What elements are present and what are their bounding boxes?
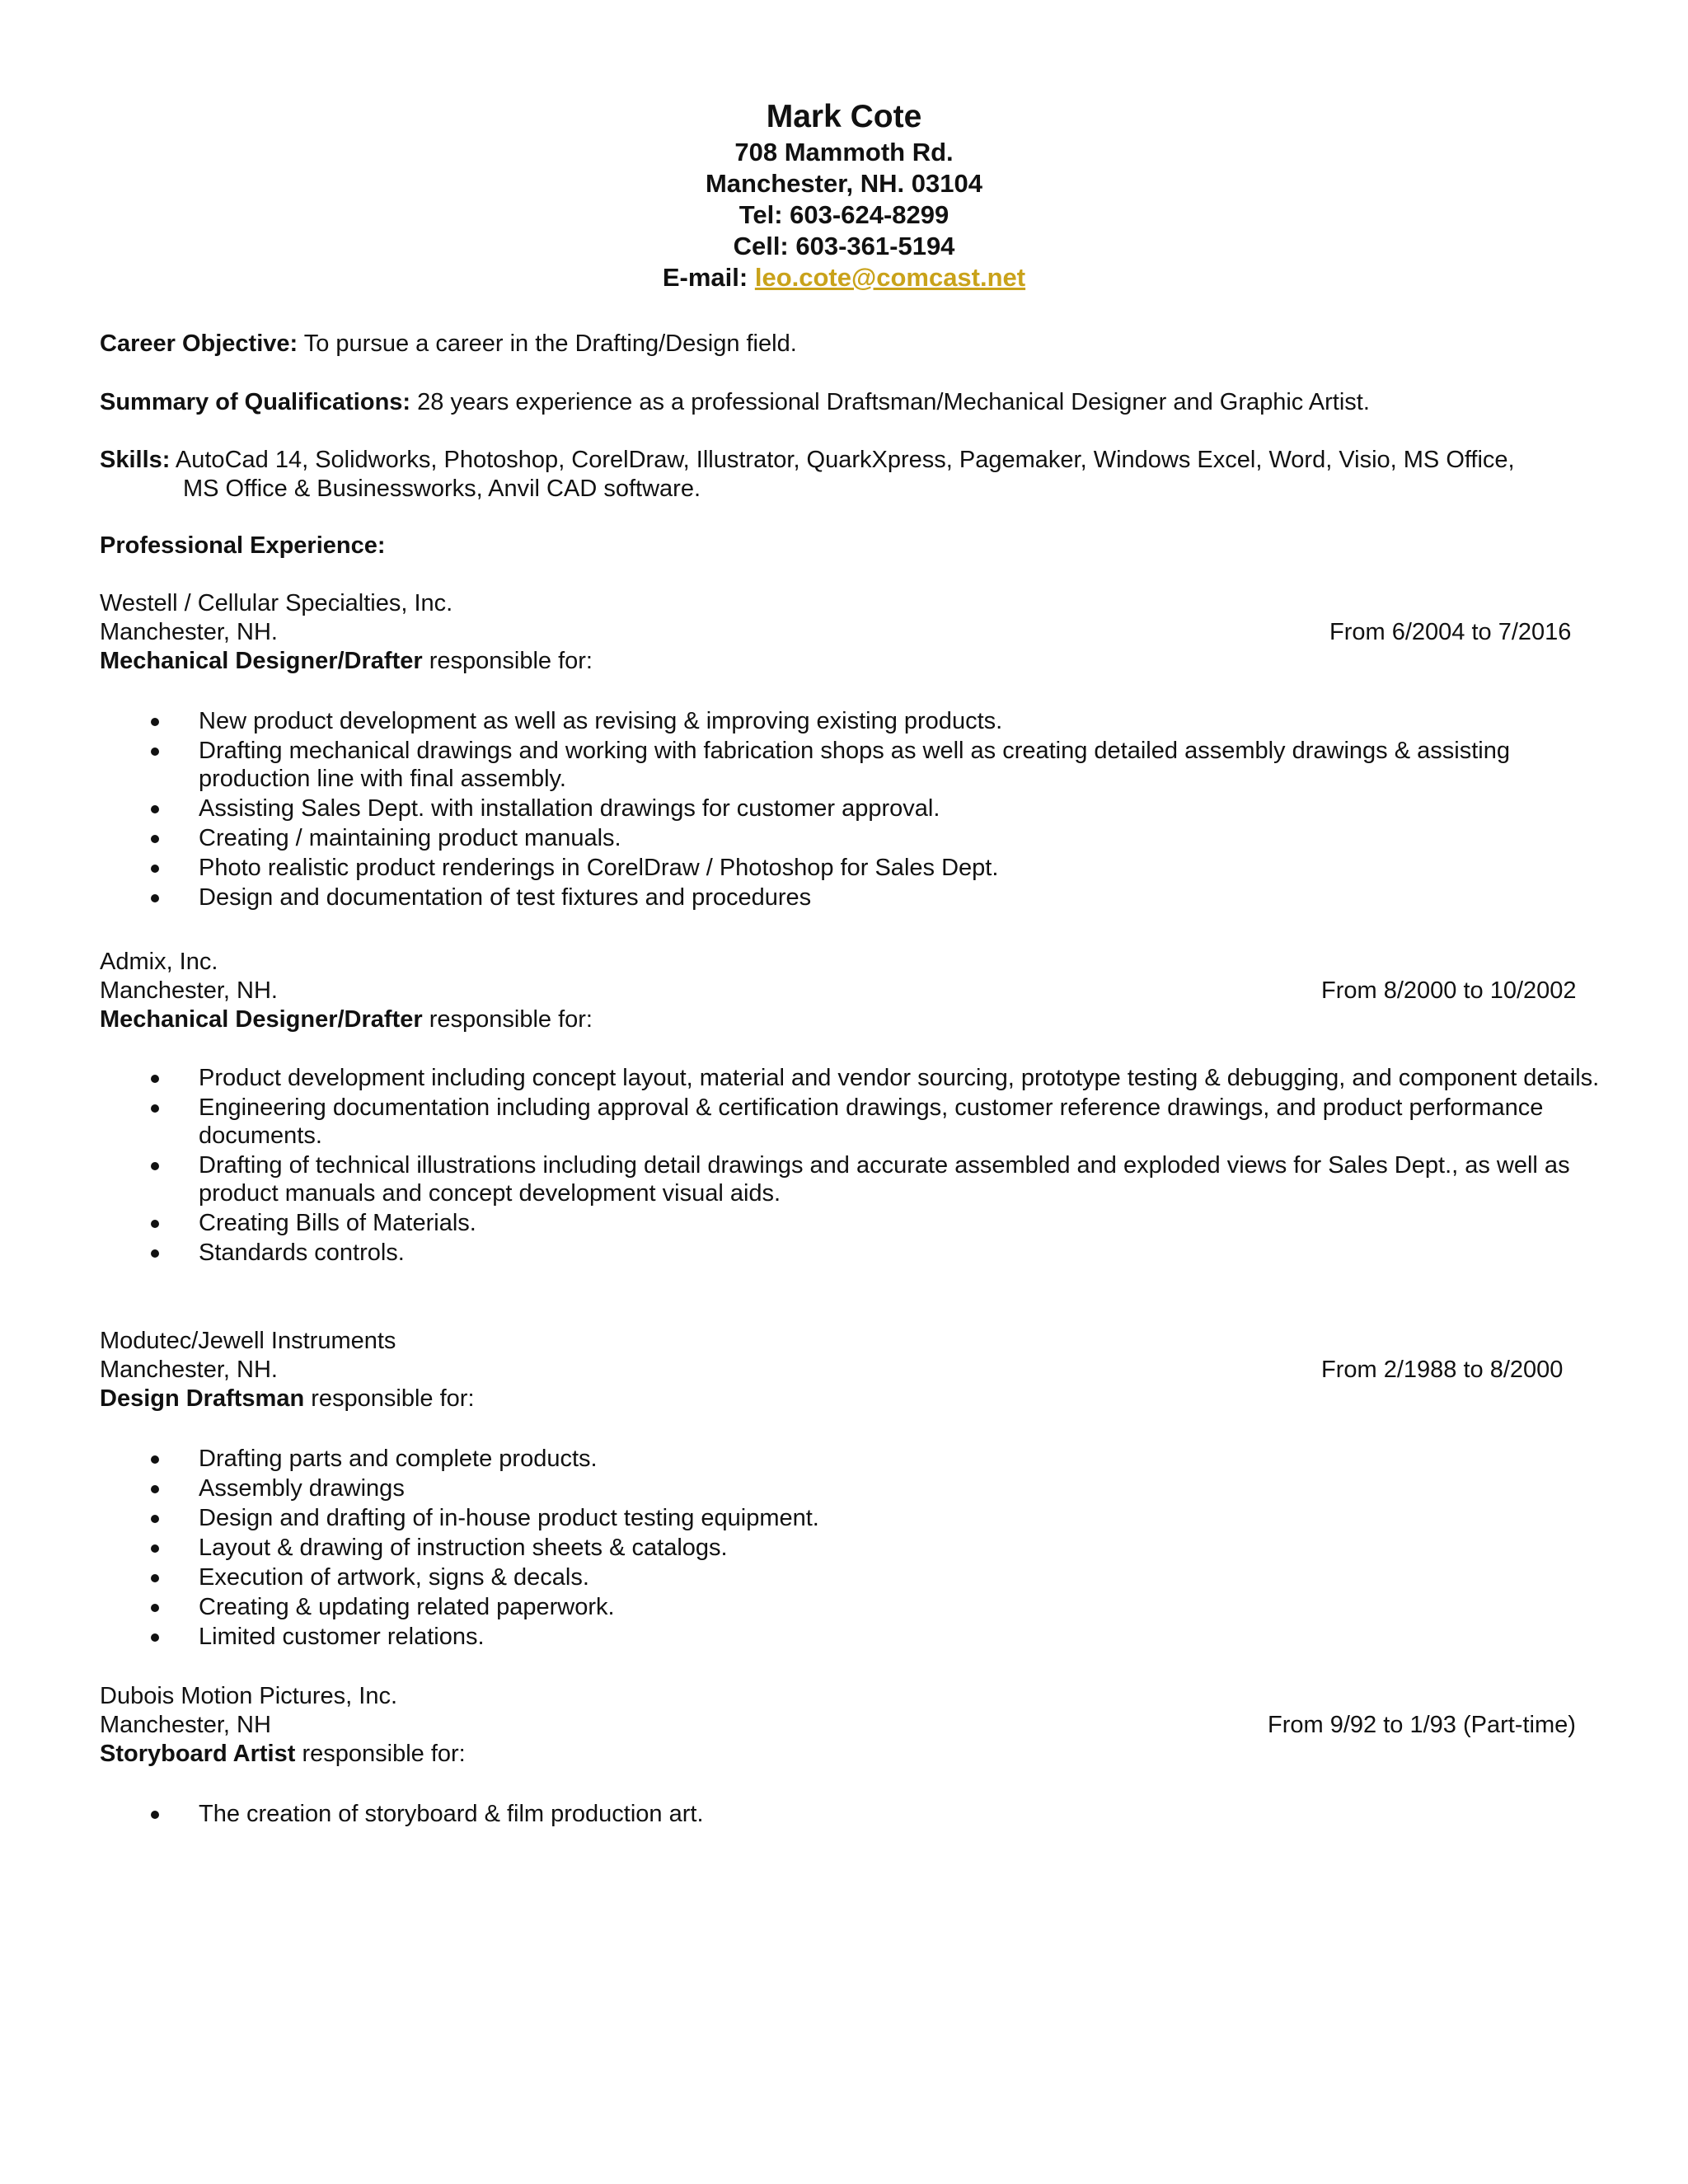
job-dates: From 2/1988 to 8/2000 (1321, 1357, 1564, 1383)
skills-line-2: MS Office & Businessworks, Anvil CAD software. (183, 476, 701, 502)
career-objective (100, 330, 1608, 359)
bullet-icon (151, 835, 159, 843)
skills-section (100, 446, 1608, 504)
list-item: Assisting Sales Dept. with installation drawings for customer approval. (100, 794, 1616, 823)
objective-text: To pursue a career in the Drafting/Design field. (303, 330, 797, 357)
job-responsibility-intro: responsible for: (429, 1006, 593, 1033)
skills-label: Skills: (100, 447, 171, 473)
bullet-icon (151, 894, 159, 902)
list-item: Product development including concept layout, material and vendor sourcing, prototype testing & debugging, and component details. (100, 1064, 1616, 1092)
job-title: Storyboard Artist (100, 1741, 296, 1767)
job-responsibility-intro: responsible for: (311, 1385, 475, 1412)
bullet-icon (151, 1515, 159, 1523)
job-dubois (100, 1682, 1608, 1830)
candidate-name: Mark Cote (766, 99, 922, 134)
job-location: Manchester, NH (100, 1712, 271, 1738)
job-title-line (100, 647, 1608, 676)
company-name: Westell / Cellular Specialties, Inc. (100, 590, 453, 616)
job-responsibility-intro: responsible for: (429, 648, 593, 674)
list-item: Design and documentation of test fixtures and procedures (100, 883, 1616, 912)
company-name: Dubois Motion Pictures, Inc. (100, 1683, 398, 1709)
bullet-icon (151, 1811, 159, 1819)
bullet-icon (151, 1104, 159, 1113)
list-item: Layout & drawing of instruction sheets & catalogs. (100, 1534, 1616, 1562)
bullet-icon (151, 865, 159, 873)
bullet-icon (151, 1604, 159, 1612)
address-line-2: Manchester, NH. 03104 (705, 169, 982, 198)
list-item: Creating / maintaining product manuals. (100, 824, 1616, 852)
job-westell (100, 589, 1608, 913)
list-item: Assembly drawings (100, 1474, 1616, 1502)
location-row (100, 1711, 1608, 1740)
email-label: E-mail: (662, 263, 748, 292)
job-dates: From 6/2004 to 7/2016 (1329, 619, 1572, 645)
location-row (100, 977, 1608, 1005)
job-responsibility-intro: responsible for: (302, 1741, 466, 1767)
objective-label: Career Objective: (100, 330, 298, 357)
job-location: Manchester, NH. (100, 619, 278, 645)
bullet-icon (151, 1220, 159, 1228)
resume-header (0, 97, 1688, 293)
list-item: Creating Bills of Materials. (100, 1209, 1616, 1237)
bullet-icon (151, 1544, 159, 1553)
address-line-1: 708 Mammoth Rd. (734, 138, 954, 166)
skills-text-1: AutoCad 14, Solidworks, Photoshop, CorelDraw, Illustrator, QuarkXpress, Pagemaker, Windows Excel, Word, Visio, MS Office, (175, 447, 1515, 473)
responsibility-list (100, 707, 1608, 912)
bullet-icon (151, 1249, 159, 1258)
job-location: Manchester, NH. (100, 1357, 278, 1383)
list-item: New product development as well as revising & improving existing products. (100, 707, 1616, 735)
list-item: Engineering documentation including approval & certification drawings, customer reference drawings, and product performance documents. (100, 1094, 1616, 1150)
bullet-icon (151, 748, 159, 756)
email-line (0, 262, 1688, 293)
list-item: Drafting parts and complete products. (100, 1445, 1616, 1473)
bullet-icon (151, 1633, 159, 1642)
job-title-line (100, 1740, 1608, 1769)
location-row (100, 1356, 1608, 1385)
bullet-icon (151, 1485, 159, 1493)
job-title-line (100, 1005, 1608, 1034)
job-admix (100, 948, 1608, 1268)
list-item: Limited customer relations. (100, 1623, 1616, 1651)
job-title: Design Draftsman (100, 1385, 305, 1412)
bullet-icon (151, 805, 159, 813)
bullet-icon (151, 1162, 159, 1170)
job-title-line (100, 1385, 1608, 1413)
job-dates: From 8/2000 to 10/2002 (1321, 977, 1577, 1004)
list-item: Drafting mechanical drawings and working with fabrication shops as well as creating detailed assembly drawings & assisting production line with final assembly. (100, 737, 1616, 793)
skills-line-1 (100, 446, 1608, 475)
responsibility-list (100, 1064, 1608, 1267)
list-item: The creation of storyboard & film production art. (100, 1800, 1616, 1828)
company-name: Admix, Inc. (100, 949, 218, 975)
job-location: Manchester, NH. (100, 977, 278, 1004)
list-item: Creating & updating related paperwork. (100, 1593, 1616, 1621)
list-item: Drafting of technical illustrations including detail drawings and accurate assembled and exploded views for Sales Dept., as well as product manuals and concept development visual aids. (100, 1151, 1616, 1207)
experience-heading: Professional Experience: (100, 532, 386, 559)
bullet-icon (151, 1455, 159, 1464)
summary-label: Summary of Qualifications: (100, 389, 411, 415)
job-dates: From 9/92 to 1/93 (Part-time) (1268, 1712, 1576, 1738)
list-item: Photo realistic product renderings in CorelDraw / Photoshop for Sales Dept. (100, 854, 1616, 882)
summary-text: 28 years experience as a professional Draftsman/Mechanical Designer and Graphic Artist. (417, 389, 1370, 415)
job-title: Mechanical Designer/Drafter (100, 648, 423, 674)
job-title: Mechanical Designer/Drafter (100, 1006, 423, 1033)
list-item: Standards controls. (100, 1239, 1616, 1267)
email-link[interactable]: leo.cote@comcast.net (754, 263, 1026, 292)
company-name: Modutec/Jewell Instruments (100, 1328, 396, 1354)
list-item: Design and drafting of in-house product testing equipment. (100, 1504, 1616, 1532)
location-row (100, 618, 1608, 647)
cell-phone: Cell: 603-361-5194 (733, 232, 955, 260)
responsibility-list (100, 1445, 1608, 1651)
summary-of-qualifications (100, 388, 1608, 417)
bullet-icon (151, 1075, 159, 1083)
bullet-icon (151, 718, 159, 726)
telephone: Tel: 603-624-8299 (738, 200, 950, 229)
responsibility-list (100, 1800, 1608, 1828)
list-item: Execution of artwork, signs & decals. (100, 1563, 1616, 1591)
bullet-icon (151, 1574, 159, 1582)
job-modutec (100, 1327, 1608, 1652)
